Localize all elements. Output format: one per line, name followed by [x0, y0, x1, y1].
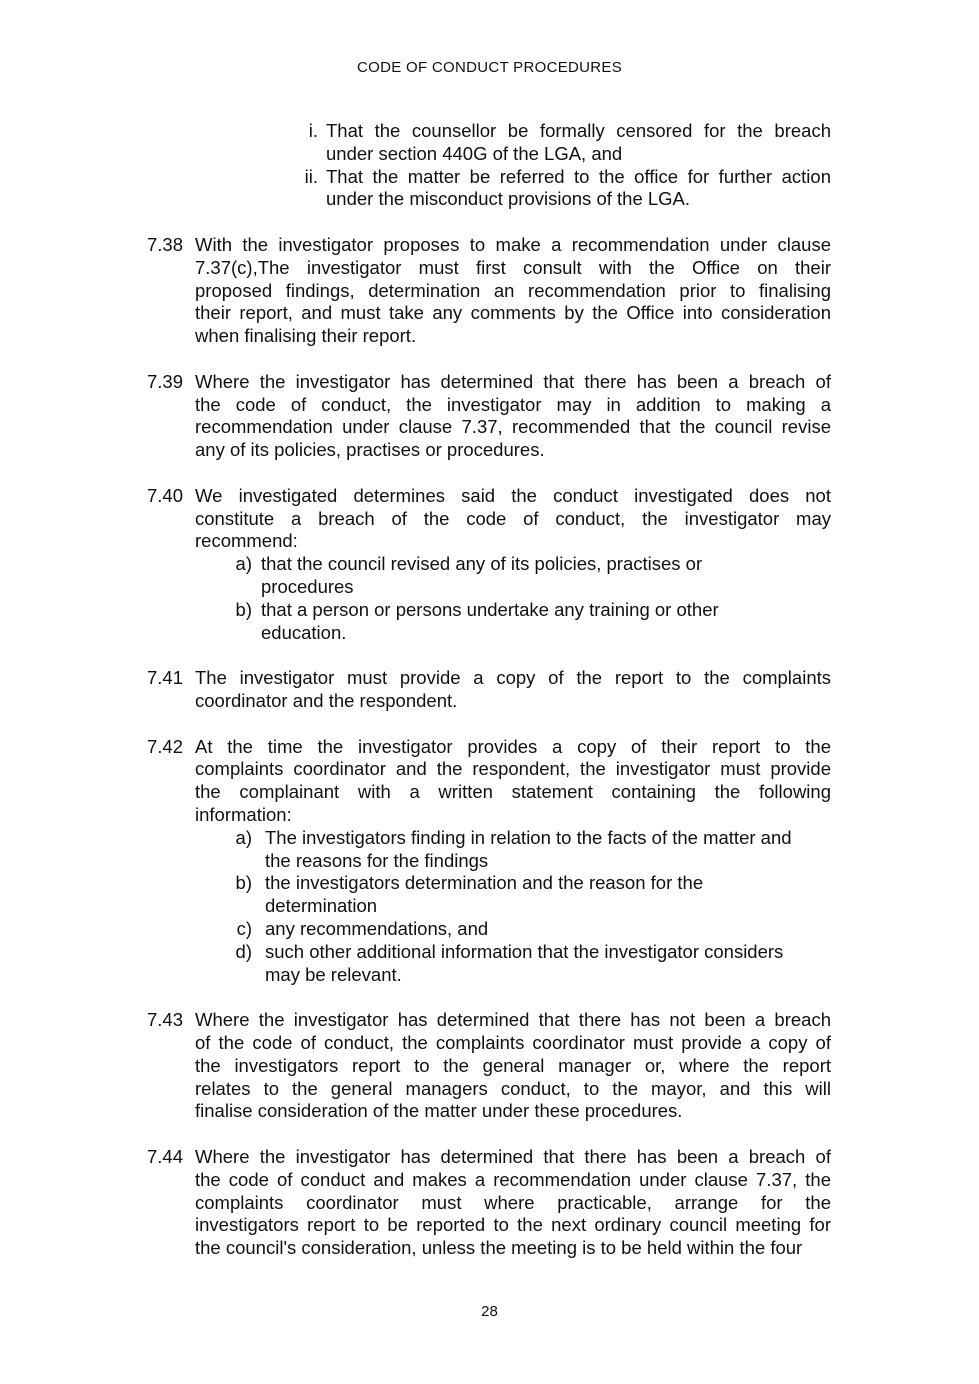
- clause-number: 7.43: [147, 1009, 184, 1031]
- roman-list-marker: i.: [308, 120, 318, 141]
- roman-list-marker: ii.: [304, 165, 318, 187]
- clause-text: With the investigator proposes to make a recommendation under clause: [195, 234, 831, 255]
- sub-item-text: any recommendations, and: [265, 918, 489, 939]
- page-number: 28: [481, 1303, 498, 1320]
- roman-list-text: under the misconduct provisions of the LGA.: [326, 188, 691, 210]
- clause-text: their report, and must take any comments by the Office into consideration: [195, 302, 831, 324]
- sub-item-marker: b): [235, 872, 252, 894]
- clause-text: the code of conduct and makes a recommendation under clause 7.37, the: [195, 1168, 831, 1190]
- clause-text: Where the investigator has determined that there has been a breach of: [195, 370, 831, 392]
- clause-text: Where the investigator has determined that there has not been a breach: [195, 1009, 831, 1031]
- sub-item-text: that a person or persons undertake any training or other: [261, 598, 719, 620]
- clause-text: the investigators report to the general manager or, where the report: [195, 1054, 831, 1076]
- roman-list-text: under section 440G of the LGA, and: [326, 142, 623, 164]
- clause-number: 7.44: [147, 1146, 184, 1167]
- clause-text: when finalising their report.: [195, 325, 417, 347]
- clause-number: 7.38: [147, 234, 184, 255]
- clause-text: of the code of conduct, the complaints coordinator must provide a copy of: [195, 1032, 831, 1053]
- clause-text: investigators report to be reported to the next ordinary council meeting for: [195, 1214, 831, 1236]
- sub-item-text: that the council revised any of its policies, practises or: [261, 553, 703, 575]
- clause-text: recommend:: [195, 530, 298, 552]
- running-header: CODE OF CONDUCT PROCEDURES: [356, 59, 623, 76]
- sub-item-marker: d): [235, 940, 252, 962]
- clause-text: finalise consideration of the matter under these procedures.: [195, 1100, 683, 1122]
- sub-item-text: such other additional information that the investigator considers: [265, 940, 784, 962]
- clause-text: any of its policies, practises or procedures.: [195, 439, 545, 461]
- sub-item-text: procedures: [261, 576, 354, 597]
- clause-text: complaints coordinator must where practicable, arrange for the: [195, 1191, 831, 1213]
- clause-text: We investigated determines said the conduct investigated does not: [195, 484, 831, 506]
- sub-item-text: determination: [265, 895, 378, 917]
- clause-text: the complainant with a written statement containing the following: [195, 781, 831, 803]
- sub-item-text: the reasons for the findings: [265, 849, 489, 871]
- clause-text: Where the investigator has determined that there has been a breach of: [195, 1146, 831, 1167]
- clause-text: the council's consideration, unless the meeting is to be held within the four: [195, 1237, 803, 1259]
- sub-item-marker: b): [235, 598, 252, 620]
- clause-text: coordinator and the respondent.: [195, 690, 458, 711]
- clause-text: 7.37(c),The investigator must first consult with the Office on their: [195, 256, 831, 278]
- clause-number: 7.41: [147, 667, 184, 689]
- clause-text: constitute a breach of the code of conduct, the investigator may: [195, 507, 831, 529]
- clause-number: 7.40: [147, 484, 184, 506]
- sub-item-marker: c): [236, 918, 252, 939]
- clause-text: the code of conduct, the investigator may in addition to making a: [195, 393, 831, 415]
- sub-item-text: the investigators determination and the reason for the: [265, 872, 704, 894]
- clause-text: complaints coordinator and the respondent, the investigator must provide: [195, 758, 831, 780]
- clause-text: At the time the investigator provides a copy of their report to the: [195, 735, 831, 757]
- clause-text: information:: [195, 804, 292, 825]
- sub-item-marker: a): [235, 826, 252, 848]
- sub-item-text: may be relevant.: [265, 963, 402, 985]
- clause-text: proposed findings, determination an recommendation prior to finalising: [195, 279, 831, 301]
- clause-number: 7.39: [147, 370, 184, 392]
- clause-text: relates to the general managers conduct, to the mayor, and this will: [195, 1077, 831, 1099]
- roman-list-text: That the matter be referred to the office for further action: [326, 165, 831, 187]
- clause-text: The investigator must provide a copy of the report to the complaints: [195, 667, 831, 689]
- clause-number: 7.42: [147, 735, 184, 757]
- roman-list-text: That the counsellor be formally censored for the breach: [326, 120, 831, 141]
- sub-item-marker: a): [235, 553, 252, 575]
- sub-item-text: education.: [261, 621, 347, 643]
- clause-text: recommendation under clause 7.37, recommended that the council revise: [195, 416, 831, 438]
- sub-item-text: The investigators finding in relation to the facts of the matter and: [265, 826, 792, 848]
